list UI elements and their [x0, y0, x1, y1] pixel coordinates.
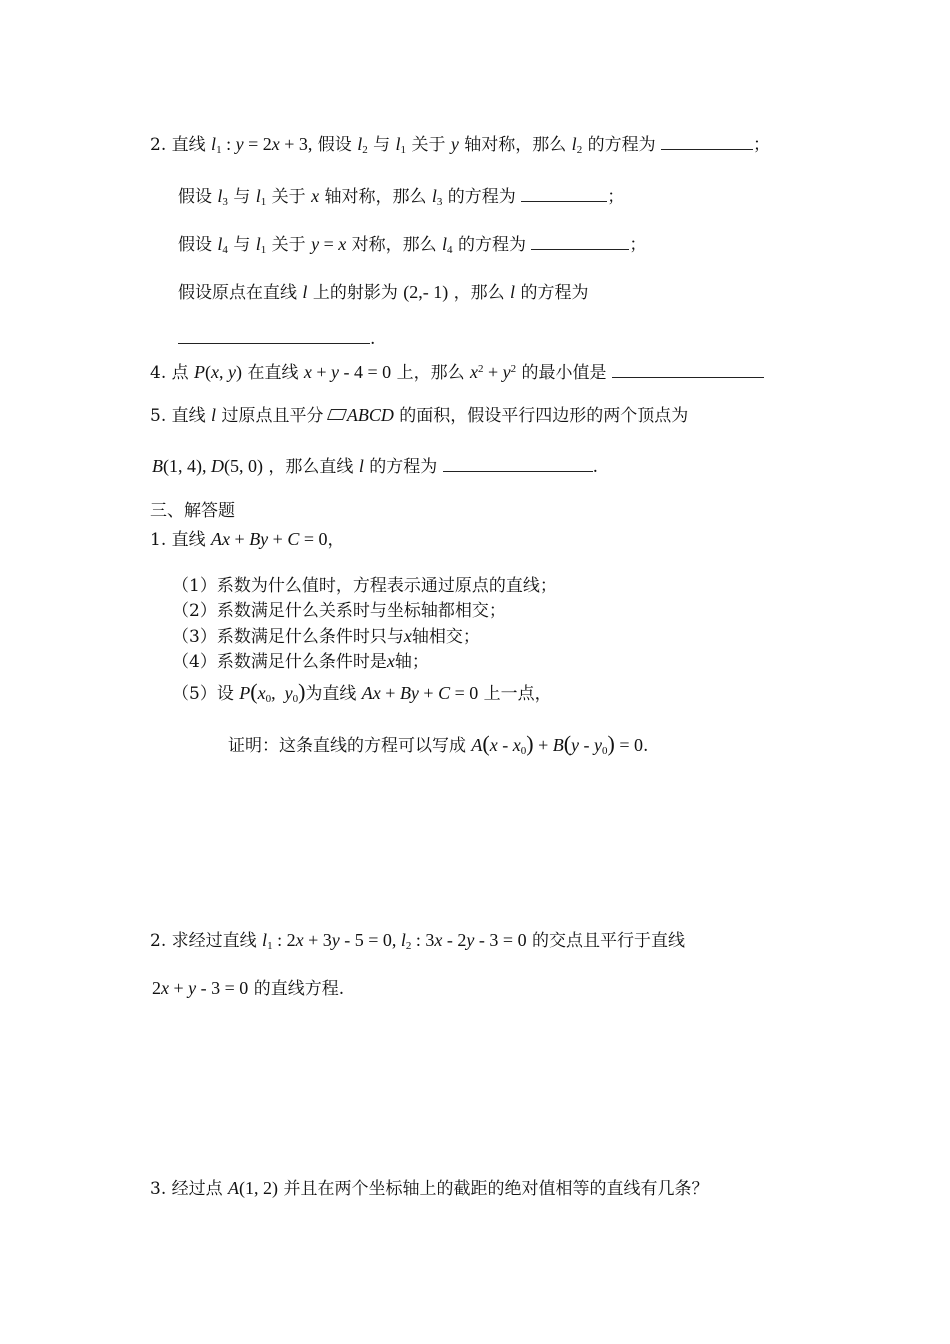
- q4-text-2: 在直线: [247, 363, 299, 383]
- formula-point-2-neg1: (2,- 1): [403, 282, 449, 302]
- question-2-line-1: [150, 132, 770, 162]
- a2-text-1: 求经过直线: [171, 931, 257, 951]
- formula-l4-ref: $l_4$: [442, 234, 453, 256]
- formula-x-axis: x: [403, 626, 412, 646]
- q4-number: 4.: [150, 363, 167, 383]
- formula-y: y: [450, 134, 459, 154]
- formula-l2-ref: $l_2$: [571, 134, 583, 156]
- answer-blank-l2[interactable]: [661, 132, 753, 150]
- a1-sub-5-b: 为直线: [305, 684, 357, 704]
- a3-number: 3.: [150, 1179, 167, 1199]
- a1-sub-5-a: （5）设: [172, 684, 234, 704]
- formula-l1-ref-2: $l_1$: [255, 186, 267, 208]
- formula-general-line-2: Ax + By + C = 0: [361, 683, 479, 703]
- section-title: 三、解答题: [150, 501, 235, 521]
- q5-number: 5.: [150, 406, 167, 426]
- a1-sub-5-c: 上一点，: [483, 684, 552, 704]
- a1-sub-5: [172, 680, 552, 711]
- a2-text-2: 的交点且平行于直线: [531, 931, 685, 951]
- q2c-text-5: 的方程为: [457, 235, 526, 255]
- answer-question-2-line-2: [152, 976, 344, 1001]
- q5-text-1: 直线: [171, 406, 206, 426]
- q2d-end: .: [370, 329, 376, 349]
- q2c-text-2: 与: [233, 235, 251, 255]
- q2-text-1: 直线: [171, 135, 206, 155]
- q2b-text-1: 假设: [178, 187, 212, 207]
- formula-l3: $l_3$: [217, 186, 228, 208]
- a2-text-3: 的直线方程.: [253, 979, 345, 999]
- a1-proof-text: 证明：这条直线的方程可以写成: [228, 736, 466, 756]
- q2b-text-4: 轴对称，那么: [324, 187, 427, 207]
- question-2-line-2: [178, 184, 624, 214]
- q2-text-4: 关于: [411, 135, 446, 155]
- q2d-text-1: 假设原点在直线: [178, 283, 297, 303]
- parallelogram-icon: [327, 409, 347, 420]
- formula-point-p: P(x, y): [194, 362, 243, 382]
- q2-text-6: 的方程为: [587, 135, 656, 155]
- question-2-line-3: [178, 232, 646, 262]
- q2b-text-3: 关于: [271, 187, 306, 207]
- a1-sub-4: [172, 650, 429, 673]
- q2b-end: ；: [607, 187, 625, 207]
- a1-sub-2: （2）系数满足什么关系时与坐标轴都相交；: [172, 601, 506, 621]
- question-5-line-1: [150, 403, 688, 428]
- q2c-end: ；: [629, 235, 647, 255]
- q2-text-2: 假设: [317, 135, 352, 155]
- formula-general-line: Ax + By + C = 0: [211, 529, 328, 549]
- q2c-text-4: 对称，那么: [351, 235, 437, 255]
- formula-l4: $l_4$: [217, 234, 228, 256]
- q5-text-2: 过原点且平分: [221, 406, 324, 426]
- formula-x: x: [311, 186, 320, 206]
- q5-text-3: 的面积，假设平行四边形的两个顶点为: [399, 406, 689, 426]
- q2-text-3: 与: [373, 135, 391, 155]
- formula-point-p0: $P(x_0$, $y_0$): [239, 679, 306, 705]
- answer-blank-l3[interactable]: [521, 184, 607, 202]
- a1-number: 1.: [150, 530, 167, 550]
- answer-blank-q5[interactable]: [443, 454, 593, 472]
- a1-text-1: 直线: [171, 530, 206, 550]
- question-2-line-4: [178, 280, 588, 305]
- formula-parallelogram-abcd: ABCD: [329, 405, 394, 425]
- answer-question-1: [150, 527, 345, 552]
- q4-text-3: 上，那么: [396, 363, 465, 383]
- question-2-line-5: [178, 326, 375, 351]
- a3-text-1: 经过点: [171, 1179, 223, 1199]
- formula-vertices-bd: B(1, 4), D(5, 0): [152, 456, 263, 476]
- question-5-line-2: [152, 454, 598, 479]
- formula-l-q5: l: [211, 405, 217, 425]
- q5-text-4: ，那么直线: [268, 457, 354, 477]
- formula-l2: $l_2$: [357, 134, 368, 156]
- answer-question-3: [150, 1176, 708, 1201]
- answer-blank-l[interactable]: [178, 326, 370, 344]
- q2d-text-4: 的方程为: [520, 283, 589, 303]
- answer-blank-min[interactable]: [612, 360, 764, 378]
- a1-proof-end: .: [643, 736, 649, 756]
- formula-x-axis-2: x: [386, 651, 395, 671]
- q5-end: .: [592, 457, 599, 477]
- q2c-text-1: 假设: [178, 235, 212, 255]
- q2-end: ；: [753, 135, 770, 155]
- question-4: [150, 357, 764, 385]
- formula-l1-ref: $l_1$: [395, 134, 407, 156]
- a3-text-2: 并且在两个坐标轴上的截距的绝对值相等的直线有几条？: [283, 1179, 709, 1199]
- formula-l1: $l_1$ : y = 2x + 3,: [211, 134, 313, 156]
- q4-text-1: 点: [171, 363, 189, 383]
- a2-number: 2.: [150, 931, 167, 951]
- formula-l3-ref: $l_3$: [431, 186, 443, 208]
- formula-l-q5-ref: l: [358, 456, 364, 476]
- formula-parallel-line: 2x + y - 3 = 0: [152, 978, 249, 998]
- formula-x-plus-y: x + y - 4 = 0: [303, 362, 392, 382]
- formula-x2-plus-y2: $x^2 + y^2$: [469, 362, 517, 382]
- formula-l1-ref-3: $l_1$: [255, 234, 267, 256]
- a1-sub-3: [172, 625, 480, 648]
- a1-sub-4-b: 轴；: [394, 652, 429, 672]
- q2-number: 2.: [150, 135, 167, 155]
- a1-sub-3-b: 轴相交；: [411, 627, 480, 647]
- q5-text-5: 的方程为: [369, 457, 438, 477]
- a1-sub-4-a: （4）系数满足什么条件时是: [172, 652, 387, 672]
- q4-text-4: 的最小值是: [521, 363, 607, 383]
- formula-y-eq-x: y = x: [311, 234, 347, 254]
- formula-point-a: A(1, 2): [228, 1178, 279, 1198]
- q2b-text-2: 与: [233, 187, 251, 207]
- formula-point-slope: $A(x - x_0) + B(y - y_0) = 0$: [471, 731, 644, 757]
- answer-question-2-line-1: [150, 928, 685, 958]
- q2d-text-3: ，那么: [453, 283, 505, 303]
- a1-sub-3-a: （3）系数满足什么条件时只与: [172, 627, 404, 647]
- q2-text-5: 轴对称，那么: [464, 135, 567, 155]
- a1-proof: [228, 732, 648, 763]
- q2d-text-2: 上的射影为: [312, 283, 398, 303]
- q2b-text-5: 的方程为: [447, 187, 516, 207]
- formula-two-lines: $l_1$ : 2x + 3y - 5 = 0, $l_2$ : 3x - 2y - 3 = 0: [262, 930, 527, 952]
- formula-l: l: [302, 282, 308, 302]
- a1-sub-1: （1）系数为什么值时，方程表示通过原点的直线；: [172, 576, 557, 596]
- a1-end: ，: [327, 530, 345, 550]
- formula-l-ref: l: [510, 282, 516, 302]
- answer-blank-l4[interactable]: [531, 232, 629, 250]
- q2c-text-3: 关于: [271, 235, 306, 255]
